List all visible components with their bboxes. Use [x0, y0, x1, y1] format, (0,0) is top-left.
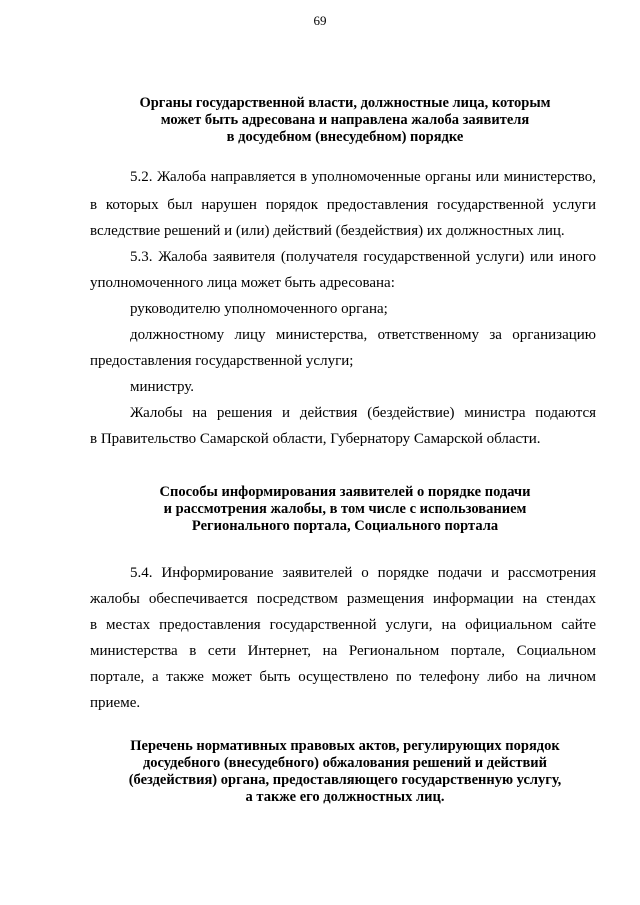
- paragraph-5-4-line: 5.4. Информирование заявителей о порядке подачи и рассмотрения: [130, 565, 596, 581]
- list-item: предоставления государственной услуги;: [90, 353, 354, 369]
- paragraph-5-3-line: 5.3. Жалоба заявителя (получателя государственной услуги) или иного: [130, 249, 596, 265]
- section-heading-authorities: [90, 95, 600, 146]
- list-item: должностному лицу министерства, ответственному за организацию: [130, 327, 596, 343]
- heading-line: Перечень нормативных правовых актов, регулирующих порядок: [130, 738, 560, 754]
- heading-line: в досудебном (внесудебном) порядке: [226, 129, 464, 145]
- list-item: руководителю уполномоченного органа;: [130, 301, 388, 317]
- paragraph-5-2-line: 5.2. Жалоба направляется в уполномоченные органы или министерство,: [130, 169, 596, 185]
- paragraph-5-4-line: министерства в сети Интернет, на Региональном портале, Социальном: [90, 643, 596, 659]
- paragraph-complaints-line: в Правительство Самарской области, Губернатору Самарской области.: [90, 431, 541, 447]
- heading-line: (бездействия) органа, предоставляющего государственную услугу,: [128, 772, 562, 788]
- section-heading-informing: [90, 484, 600, 535]
- paragraph-5-4-line: портале, а также может быть осуществлено по телефону либо на личном: [90, 669, 596, 685]
- heading-line: а также его должностных лиц.: [245, 789, 445, 805]
- section-heading-legal-acts: [90, 738, 600, 806]
- heading-line: Регионального портала, Социального портала: [191, 518, 499, 534]
- paragraph-5-4-line: в местах предоставления государственной услуги, на официальном сайте: [90, 617, 596, 633]
- paragraph-5-2-line: вследствие решений и (или) действий (бездействия) их должностных лиц.: [90, 223, 565, 239]
- paragraph-5-4-line: жалобы обеспечивается посредством размещения информации на стендах: [90, 591, 596, 607]
- heading-line: Органы государственной власти, должностные лица, которым: [139, 95, 551, 111]
- heading-line: Способы информирования заявителей о порядке подачи: [159, 484, 531, 500]
- heading-line: досудебного (внесудебного) обжалования решений и действий: [142, 755, 548, 771]
- paragraph-complaints-line: Жалобы на решения и действия (бездействие) министра подаются: [130, 405, 596, 421]
- paragraph-5-2-line: в которых был нарушен порядок предоставления государственной услуги: [90, 197, 596, 213]
- page-number: 69: [313, 13, 327, 28]
- heading-line: и рассмотрения жалобы, в том числе с использованием: [163, 501, 527, 517]
- list-item: министру.: [130, 379, 195, 395]
- paragraph-5-3-line: уполномоченного лица может быть адресована:: [90, 275, 395, 291]
- paragraph-5-4-line: приеме.: [90, 695, 141, 711]
- heading-line: может быть адресована и направлена жалоба заявителя: [160, 112, 530, 128]
